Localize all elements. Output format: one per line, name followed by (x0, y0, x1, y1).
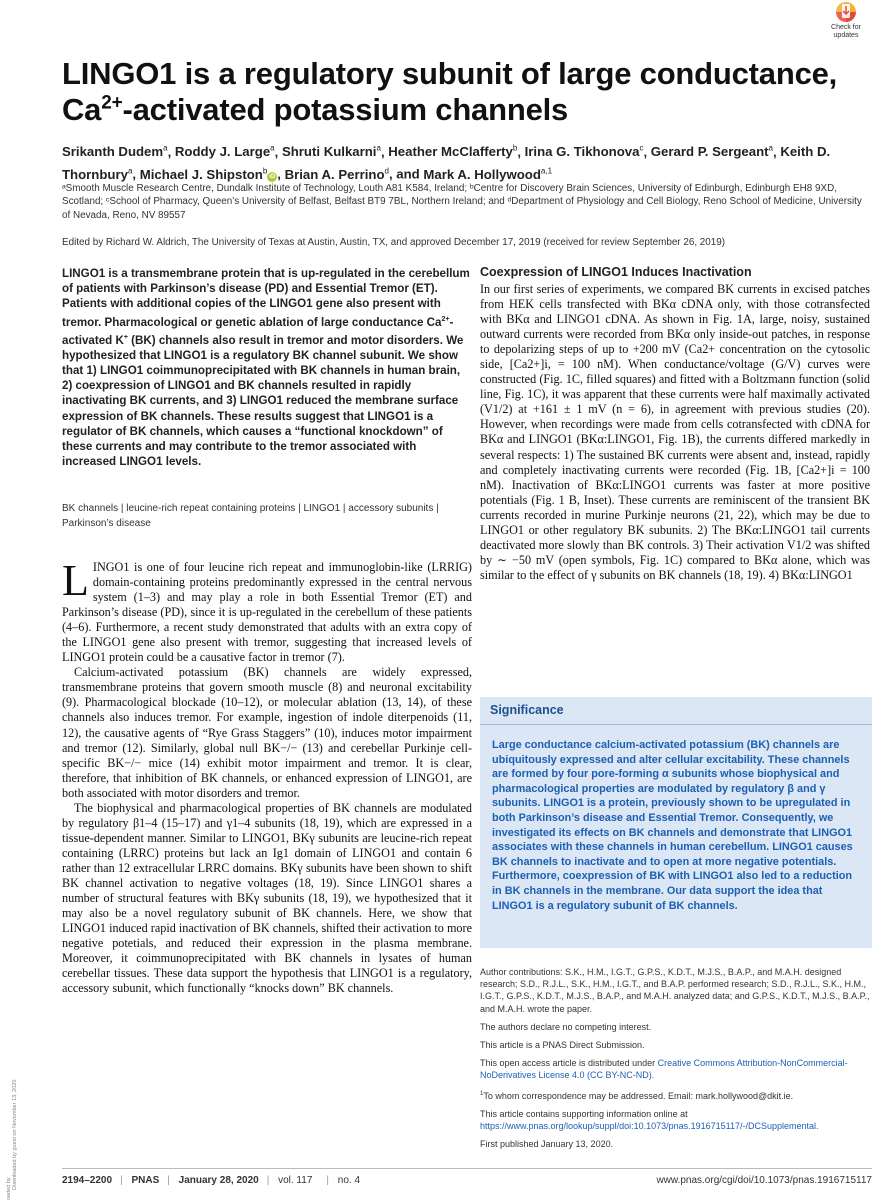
author[interactable]: Brian A. Perrino$^d$ (284, 166, 389, 182)
significance-text: Large conductance calcium-activated potassium (BK) channels are ubiquitously expressed and alter cellular excitability. These channels are formed by four pore-forming α subunits whose biophysical and pharmacological properties are modulated by regulatory β and γ subunits. LINGO1 is a protein, previously shown to be upregulated in both Parkinson’s disease and Essential Tremor. Consequently, we investigated its effects on BK channels and demonstrate that LINGO1 associates with these channels in human cerebellum. LINGO1 causes BK channels to inactivate and to open at more negative potentials. Furthermore, coexpression of BK with LINGO1 also led to a reduction in BK channels in the membrane. Our data support the idea that LINGO1 is a regulatory subunit of BK channels. (492, 739, 853, 912)
drop-cap: L (62, 556, 89, 605)
issue-date: January 28, 2020 (178, 1175, 259, 1186)
license-link[interactable]: Creative Commons Attribution-NonCommercial-NoDerivatives License 4.0 (CC BY-NC-ND). (480, 1058, 848, 1081)
orcid-icon[interactable]: iD (269, 173, 276, 180)
body-text-left-column (62, 556, 472, 996)
volume: vol. 117 (278, 1175, 313, 1186)
check-updates-icon (831, 0, 861, 24)
paragraph: The biophysical and pharmacological properties of BK channels are modulated by regulatory β1–4 (15–17) and γ1–4 subunits (18, 19), which are expressed in a tissue-dependent manner. Similar to LINGO1, BKγ subunits are leucine-rich repeat containing (LRRC) proteins but lack an Ig1 domain of LINGO1 and contain 6 rather than 12 extracellular LRRC domains. BKγ subunits have been shown to shift BK channel activation to negative voltages (18, 19). Since LINGO1 shares a number of structural features with BKγ subunits (18, 19), we hypothesized that it may also be a novel regulatory subunit of BK channels. Here, we show that LINGO1 induced rapid inactivation of BK channels, shifted their activation to more negative potetials, and reduced their expression in the plasma membrane. Moreover, it coimmunoprecipitated with BK channels in lysates of human cerebellar tissues. These data support the hypothesis that LINGO1 is a regulatory, accessory subunit, which functionally “knocks down” BK channels. (62, 800, 472, 996)
author[interactable]: Roddy J. Large$^a$ (174, 144, 275, 160)
issue: no. 4 (337, 1175, 361, 1186)
submission-note: This article is a PNAS Direct Submission. (480, 1040, 645, 1051)
author[interactable]: Mark A. Hollywood$^{a,1}$ (423, 166, 553, 182)
page-footer: 2194–2200 | PNAS | January 28, 2020 | vol. 117 | no. 4 www.pnas.org/cgi/doi/10.1073/pnas.1916715117 (62, 1175, 872, 1186)
significance-box (480, 697, 872, 948)
paragraph: Calcium-activated potassium (BK) channels are widely expressed, transmembrane proteins that govern smooth muscle (8) and neuronal excitability (9). Pharmacological blockade (10–12), or molecular ablation (13, 14), of these channels also induces tremor. For example, ingestion of indole diterpenoids (11, 12), the causative agents of “Rye Grass Staggers” (10), induces motor impairment and tremor (12). Similarly, global null BK−/− (13) and cerebellar Purkinje cell-specific BK−/− mice (14) exhibit motor impairment and tremor. It is clear, therefore, that inhibition of BK channels, or enhanced expression of LINGO1, are both associated with motor disorders and tremor. (62, 665, 472, 800)
significance-heading: Significance (490, 703, 564, 717)
body-text-right-column (480, 282, 870, 583)
author[interactable]: Keith D. Thornbury$^a$ (62, 144, 831, 182)
author-contributions: Author contributions: S.K., H.M., I.G.T., G.P.S., K.D.T., M.J.S., B.A.P., and M.A.H. designed research; S.D., R.J.L., S.K., H.M., I.G.T., and B.A.P. performed research; S.D., R.J.L., S.K., H.M., I.G.T., G.P.S., K.D.T., M.J.S., B.A.P., and M.A.H. analyzed data; and G.P.S., K.D.T., M.J.S., B.A.P., and M.A.H. wrote the paper. (480, 967, 870, 1014)
article-notes (480, 966, 872, 1156)
abstract: LINGO1 is a transmembrane protein that is up-regulated in the cerebellum of patients with Parkinson’s disease (PD) and Essential Tremor (ET). Patients with additional copies of the LINGO1 gene also present with tremor. Pharmacological or genetic ablation of large conductance $Ca^{2+}$-activated K+ (BK) channels also result in tremor and motor disorders. We hypothesized that LINGO1 is a regulatory BK channel subunit. We show that 1) LINGO1 coimmunoprecipitated with BK channels in human brain, 2) coexpression of LINGO1 and BK channels resulted in rapidly inactivating BK currents, and 3) LINGO1 reduced the membrane surface expression of BK channels. These results suggest that LINGO1 is a regulator of BK channels, which causes a “functional knockdown” of these currents and may contribute to the tremor associated with increased LINGO1 levels. (62, 267, 470, 469)
competing-interest: The authors declare no competing interest. (480, 1021, 652, 1032)
license-note: This open access article is distributed under Creative Commons Attribution-NonCommercial-NoDerivatives License 4.0 (CC BY-NC-ND). (480, 1058, 848, 1081)
paragraph: LINGO1 is one of four leucine rich repeat and immunoglobin-like (LRRIG) domain-containing proteins predominantly expressed in the central nervous system (1–3) and may play a role in both Essential Tremor (ET) and Parkinson’s disease (PD), since it is up-regulated in the cerebellum of these patients (4–6). Furthermore, a recent study demonstrated that adults with an extra copy of the LINGO1 gene also present with tremor, suggesting that increased levels of LINGO1 protein could be a causative factor in tremor (7). (62, 556, 472, 665)
author[interactable]: Irina G. Tikhonova$^c$ (524, 144, 644, 160)
doi-url[interactable]: www.pnas.org/cgi/doi/10.1073/pnas.1916715117 (656, 1175, 872, 1186)
keywords: BK channels | leucine-rich repeat containing proteins | LINGO1 | accessory subunits | Parkinson’s disease (62, 503, 439, 529)
significance-divider (480, 724, 872, 725)
section-heading: Coexpression of LINGO1 Induces Inactivation (480, 265, 752, 279)
check-for-updates-badge[interactable] (818, 0, 874, 42)
author-conjunction: and (396, 166, 420, 182)
footer-divider (62, 1168, 872, 1169)
author[interactable]: Srikanth Dudem$^a$ (62, 144, 168, 160)
title-line-1: LINGO1 is a regulatory subunit of large conductance, (62, 56, 838, 91)
author[interactable]: Heather McClafferty$^b$ (388, 144, 518, 160)
journal-name: PNAS (131, 1175, 160, 1186)
author[interactable]: Shruti Kulkarni$^a$ (281, 144, 381, 160)
download-note: Downloaded by guest on November 13, 2020 (12, 1079, 18, 1190)
paragraph: In our first series of experiments, we compared BK currents in excised patches from HEK cells transfected with BKα cDNA only, with those cotransfected with BKα and LINGO1 cDNA. As shown in Fig. 1A, large, noisy, sustained outward currents were recorded from BKα only inside-out patches, in response to depolarizing steps of up to +200 mV (Ca2+ concentration on the cytosolic side, [Ca2+]i, = 100 nM). When conductance/voltage (G/V) curves were constructed (Fig. 1C, filled squares) and fitted with a Boltzmann function (solid line, Fig. 1C), it was apparent that these currents were half maximally activated (V1/2) at +161 ± 1 mV (n = 6), in agreement with previous studies (20). However, when recordings were made from cells cotransfected with cDNA for BKα and LINGO1 (BKα:LINGO1, Fig. 1B), the currents differed markedly in several respects: 1) The sustained BK currents were absent and, instead, rapidly and completely inactivating currents were recorded (Fig. 1B, [Ca2+]i = 100 nM). Inactivation of BKα:LINGO1 currents was faster at more positive potentials (Fig. 1 B, Inset). These currents are reminiscent of the transient BK currents recorded in murine Purkinje neurons (21, 22), which may be due to LINGO1 or other regulatory BK subunits. 2) The BKα:LINGO1 tail currents deactivated more slowly than BK controls. 3) Their activation V1/2 was shifted by ∼ −50 mV (open symbols, Fig. 1C) compared to BKα alone, which was similar to the effect of γ subunits on BK channels (18, 19). 4) BKα:LINGO1 (480, 282, 870, 582)
edited-by: Edited by Richard W. Aldrich, The University of Texas at Austin, Austin, TX, and approved December 17, 2019 (received for review September 26, 2019) (62, 237, 726, 248)
check-updates-line1: Check for (831, 24, 861, 31)
author[interactable]: Michael J. Shipston$^b$ (139, 166, 268, 182)
check-updates-line2: updates (833, 32, 859, 39)
download-note-fragment: oaded by (6, 1177, 12, 1200)
supporting-info-link[interactable]: https://www.pnas.org/lookup/suppl/doi:10.1073/pnas.1916715117/-/DCSupplemental. (480, 1121, 819, 1132)
title-line-2: $Ca^{2+}$-activated potassium channels (62, 92, 569, 127)
author[interactable]: Gerard P. Sergeant$^a$ (650, 144, 773, 160)
article-title (62, 56, 862, 128)
supporting-info-note: This article contains supporting information online at https://www.pnas.org/lookup/suppl/doi:10.1073/pnas.1916715117/-/DCSupplemental. (480, 1108, 819, 1132)
author-list: Srikanth Dudem$^a$, Roddy J. Large$^a$, Shruti Kulkarni$^a$, Heather McClafferty$^b$, Irina G. Tikhonova$^c$, Gerard P. Sergeant$^a$, Keith D. Thornbury$^a$, Michael J. Shipston$^b$iD , Brian A. Perrino$^d$, and Mark A. Hollywood$^{a,1}$ (62, 144, 831, 182)
published-date: First published January 13, 2020. (480, 1139, 614, 1150)
affiliations: ᵃSmooth Muscle Research Centre, Dundalk Institute of Technology, Louth A81 K584, Ireland; ᵇCentre for Discovery Brain Sciences, University of Edinburgh, Edinburgh EH8 9XD, Scotland; ᶜSchool of Pharmacy, Queen’s University of Belfast, Belfast BT9 7BL, Northern Ireland; and ᵈDepartment of Physiology and Cell Biology, Reno School of Medicine, University of Nevada, Reno, NV 89557 (62, 183, 862, 221)
page-range: 2194–2200 (62, 1175, 113, 1186)
correspondence-note: $^1$To whom correspondence may be addressed. Email: mark.hollywood@dkit.ie. (480, 1090, 794, 1101)
